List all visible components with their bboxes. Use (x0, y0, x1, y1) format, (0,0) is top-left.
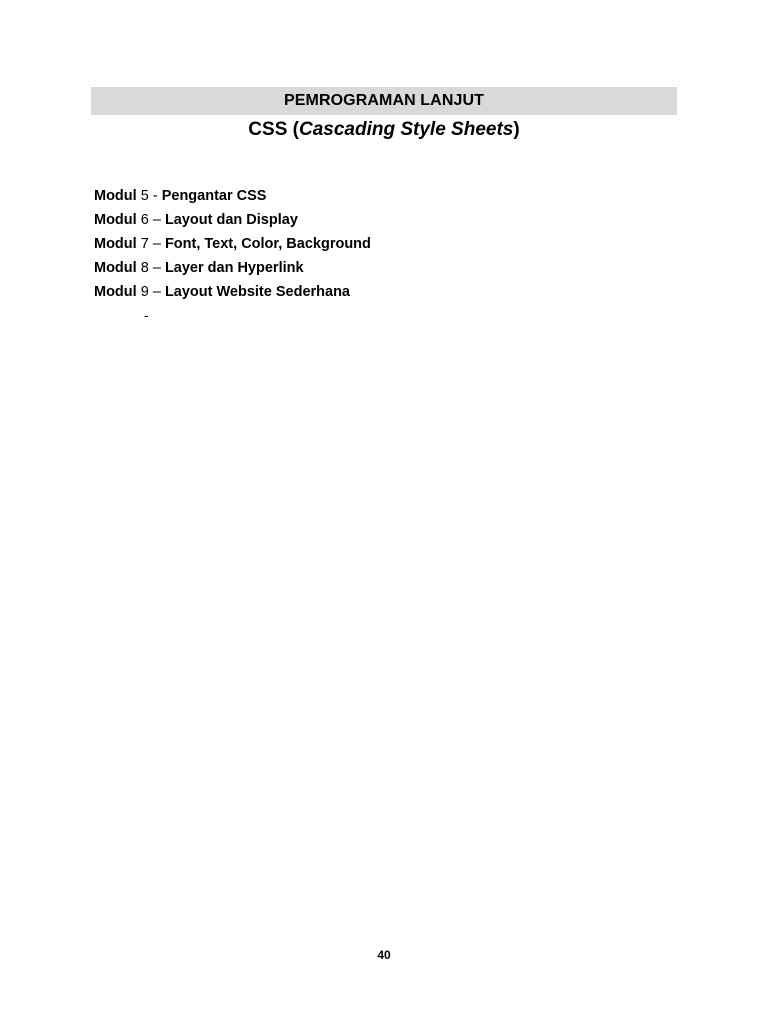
module-title: Font, Text, Color, Background (164, 236, 371, 252)
module-separator: - (152, 188, 158, 204)
module-item-8 (94, 256, 371, 280)
module-title: Layer dan Hyperlink (164, 260, 304, 276)
module-number: 6 (140, 212, 149, 228)
module-number: 9 (140, 284, 149, 300)
module-title: Pengantar CSS (161, 188, 267, 204)
module-separator: – (152, 212, 161, 228)
module-item-5 (94, 184, 371, 208)
module-number: 8 (140, 260, 149, 276)
module-item-7 (94, 232, 371, 256)
module-label: Modul (94, 284, 137, 300)
module-separator: – (152, 284, 161, 300)
module-title: Layout Website Sederhana (164, 284, 350, 300)
title-prefix: CSS ( (248, 119, 299, 140)
module-label: Modul (94, 212, 137, 228)
module-list (94, 184, 371, 304)
module-item-9 (94, 280, 371, 304)
module-label: Modul (94, 260, 137, 276)
module-separator: – (152, 236, 161, 252)
title-suffix: ) (513, 119, 520, 140)
title-italic: Cascading Style Sheets (298, 119, 514, 140)
stray-dash: - (144, 307, 149, 323)
page-number: 40 (377, 948, 391, 962)
module-item-6 (94, 208, 371, 232)
module-number: 7 (140, 236, 149, 252)
module-title: Layout dan Display (164, 212, 298, 228)
module-number: 5 (140, 188, 149, 204)
module-label: Modul (94, 188, 137, 204)
document-title (91, 115, 677, 145)
module-separator: – (152, 260, 161, 276)
module-label: Modul (94, 236, 137, 252)
course-title: PEMROGRAMAN LANJUT (283, 92, 485, 109)
